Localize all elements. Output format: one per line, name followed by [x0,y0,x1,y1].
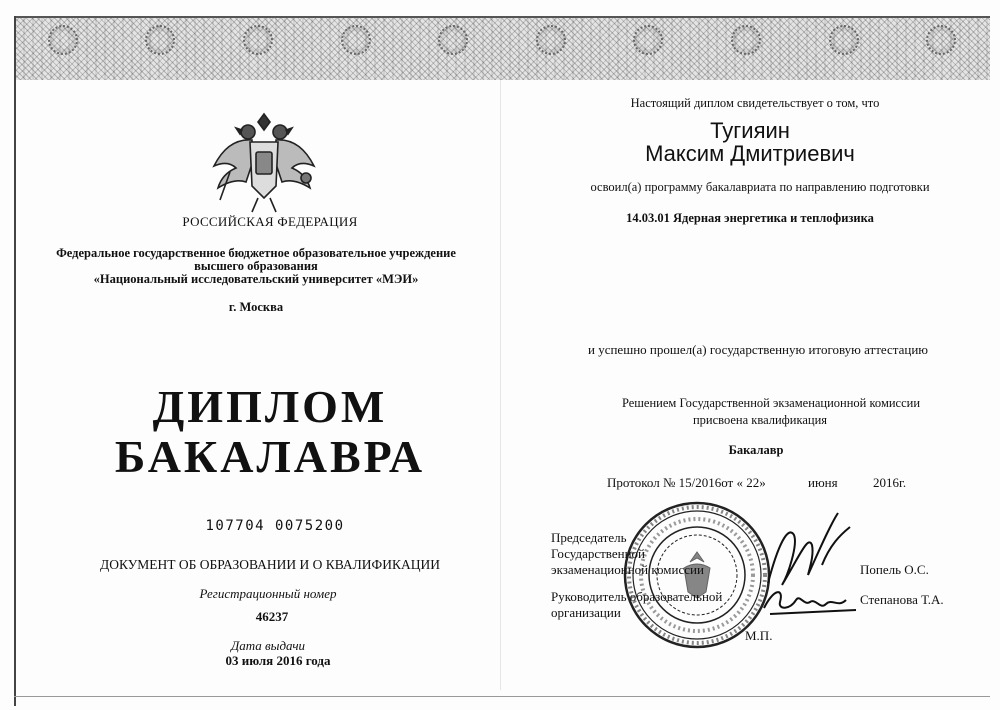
rosette-ornament [243,25,273,55]
head-signature [760,580,860,620]
qualification: Бакалавр [728,443,784,457]
protocol-number: Протокол № 15/2016от « 22» [607,475,766,490]
institution-line-1: Федеральное государственное бюджетное образовательное учреждение [56,246,456,260]
rosette-ornament [438,25,468,55]
chair-label-line-1: Председатель [551,530,627,545]
rosette-ornament [536,25,566,55]
rosette-ornament [633,25,663,55]
rosette-ornament [48,25,78,55]
rosette-ornament [926,25,956,55]
registration-number: 46237 [255,609,289,624]
institution-line-3: «Национальный исследовательский университет «МЭИ» [93,272,419,286]
center-fold [500,80,501,690]
seal-place-label: М.П. [745,628,773,643]
graduate-surname: Тугияин [710,118,790,143]
border-rosettes [14,18,990,62]
double-headed-eagle-icon [208,108,320,216]
chair-label-line-2: Государственной [551,546,646,561]
institution-line-2: высшего образования [194,259,318,273]
rosette-ornament [829,25,859,55]
head-name: Степанова Т.А. [860,592,944,607]
study-direction: 14.03.01 Ядерная энергетика и теплофизика [626,211,874,225]
diploma-title-line-2: БАКАЛАВРА [114,431,426,482]
registration-label: Регистрационный номер [199,586,337,601]
chair-name: Попель О.С. [860,562,929,577]
rosette-ornament [731,25,761,55]
country-name: РОССИЙСКАЯ ФЕДЕРАЦИЯ [182,214,358,229]
issue-date: 03 июля 2016 года [225,653,331,668]
head-label-line-1: Руководитель образовательной [551,589,723,604]
protocol-year: 2016г. [873,475,907,490]
serial-number: 107704 0075200 [205,518,345,534]
rosette-ornament [341,25,371,55]
head-label-line-2: организации [551,605,621,620]
decision-line-2: присвоена квалификация [692,413,828,427]
bottom-edge-rule [14,696,990,697]
city: г. Москва [228,300,284,314]
protocol-month: июня [808,475,838,490]
intro-text: Настоящий диплом свидетельствует о том, что [630,96,880,110]
program-text: освоил(а) программу бакалавриата по направлению подготовки [590,180,930,194]
chair-label-line-3: экзаменационной комиссии [551,562,704,577]
issue-date-label: Дата выдачи [230,638,306,653]
rosette-ornament [145,25,175,55]
left-edge-rule [14,16,16,706]
attestation-text: и успешно прошел(а) государственную итоговую аттестацию [587,342,929,357]
graduate-given-names: Максим Дмитриевич [645,141,855,166]
document-type: ДОКУМЕНТ ОБ ОБРАЗОВАНИИ И О КВАЛИФИКАЦИИ [100,557,440,572]
decision-line-1: Решением Государственной экзаменационной комиссии [621,396,921,410]
diploma-title-line-1: ДИПЛОМ [152,381,388,432]
